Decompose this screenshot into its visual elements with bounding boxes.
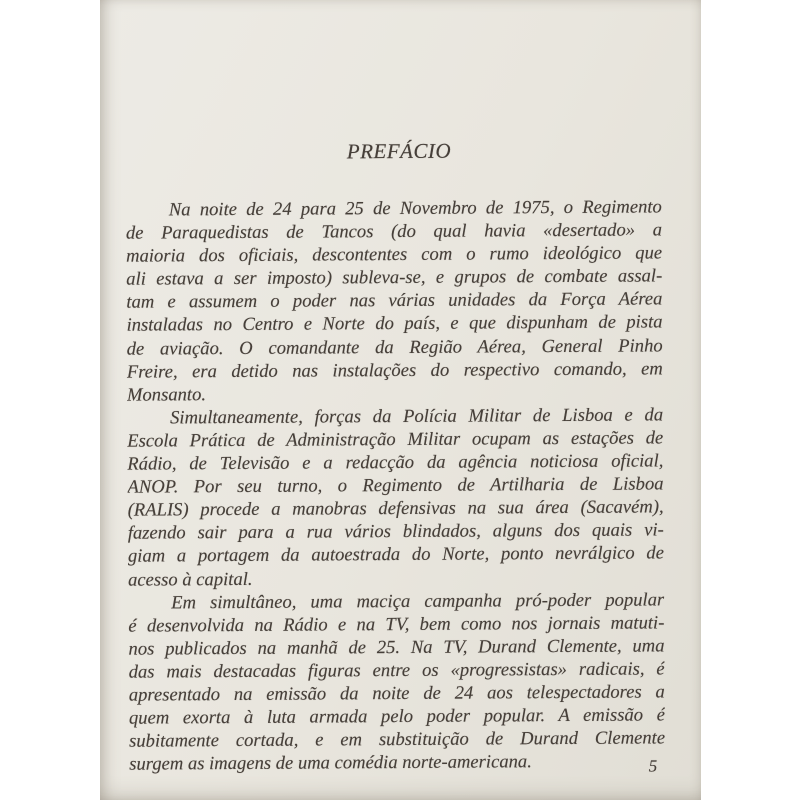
text-line: apresentado na emissão da noite de 24 aos telespectadores a bbox=[128, 681, 665, 706]
text-line: (RALIS) procede a manobras defensivas na sua área (Sacavém), bbox=[127, 496, 664, 521]
text-line: de Paraquedistas de Tancos (do qual havia «desertado» a bbox=[125, 219, 663, 244]
page-title: PREFÁCIO bbox=[346, 138, 452, 164]
text-line: Na noite de 24 para 25 de Novembro de 1975, o Regimento bbox=[168, 196, 662, 221]
text-line: Monsanto. bbox=[126, 383, 207, 406]
text-line: ANOP. Por seu turno, o Regimento de Artilharia de Lisboa bbox=[127, 473, 664, 498]
text-line: surgem as imagens de uma comédia norte-americana. bbox=[129, 751, 532, 775]
text-line: instaladas no Centro e Norte do país, e que dispunham de pista bbox=[126, 311, 663, 337]
text-line: quem exorta à luta armada pelo poder popular. A emissão é bbox=[128, 704, 665, 729]
text-line: Rádio, de Televisão e a redacção da agência noticiosa oficial, bbox=[127, 450, 664, 475]
book-page-photo bbox=[100, 0, 701, 800]
paragraph-3 bbox=[128, 588, 665, 776]
text-line: ali estava a ser imposto) subleva-se, e grupos de combate assal- bbox=[126, 265, 663, 290]
page-content bbox=[98, 0, 704, 800]
text-line: giam a portagem da autoestrada do Norte, ponto nevrálgico de bbox=[127, 542, 665, 568]
text-line: Em simultâneo, uma maciça campanha pró-poder popular bbox=[171, 588, 665, 613]
text-line: tam e assumem o poder nas várias unidades da Força Aérea bbox=[126, 288, 663, 314]
page-number: 5 bbox=[648, 756, 658, 776]
text-line: maioria dos oficiais, descontentes com o rumo ideológico que bbox=[126, 242, 663, 267]
paragraph-1 bbox=[126, 195, 663, 406]
text-line: Escola Prática de Administração Militar ocupam as estações de bbox=[127, 427, 664, 452]
text-line: Simultaneamente, forças da Polícia Militar de Lisboa e da bbox=[170, 404, 664, 429]
text-line: de aviação. O comandante da Região Aérea, General Pinho bbox=[126, 334, 663, 360]
text-line: é desenvolvida na Rádio e na TV, bem como nos jornais matuti- bbox=[128, 612, 665, 637]
text-line: fazendo sair para a rua vários blindados, alguns dos quais vi- bbox=[127, 519, 664, 544]
text-line: Freire, era detido nas instalações do respectivo comando, em bbox=[126, 358, 663, 383]
paragraph-2 bbox=[127, 403, 664, 591]
text-line: subitamente cortada, e em substituição de Durand Clemente bbox=[129, 727, 666, 752]
text-column bbox=[126, 195, 666, 776]
text-line: nos publicados na manhã de 25. Na TV, Durand Clemente, uma bbox=[128, 635, 665, 660]
text-line: acesso à capital. bbox=[128, 568, 253, 591]
text-line: das mais destacadas figuras entre os «progressistas» radicais, é bbox=[128, 658, 665, 683]
